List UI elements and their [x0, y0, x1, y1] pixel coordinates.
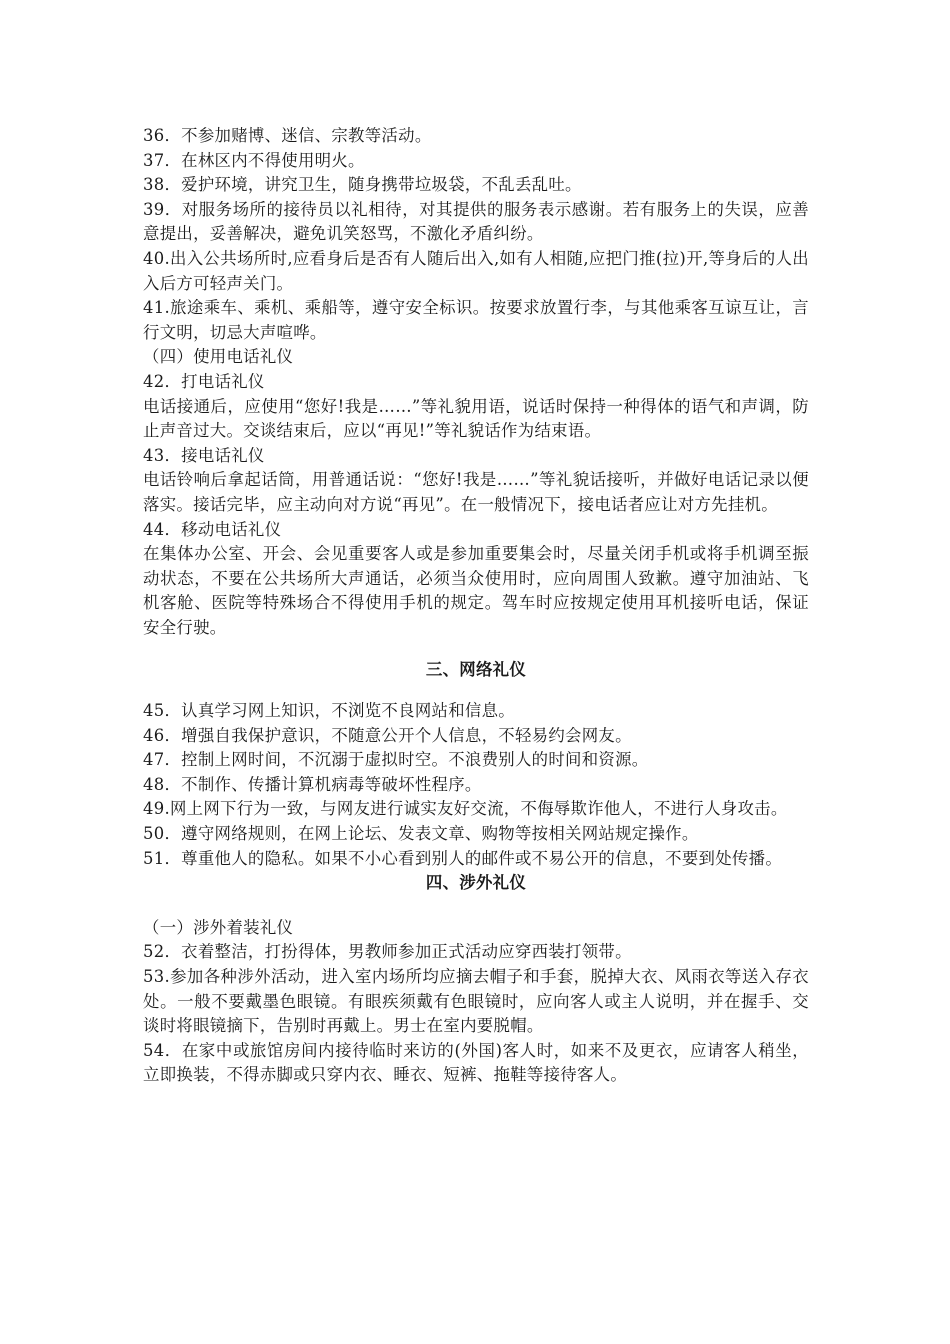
rule-41: 41.旅途乘车、乘机、乘船等，遵守安全标识。按要求放置行李，与其他乘客互谅互让，言行文明，切忌大声喧哗。 — [143, 298, 809, 342]
rule-45: 45．认真学习网上知识，不浏览不良网站和信息。 — [143, 701, 515, 721]
rule-43-title: 43．接电话礼仪 — [143, 445, 265, 465]
subsection-phone-etiquette: （四）使用电话礼仪 — [143, 347, 294, 367]
rule-49: 49.网上网下行为一致，与网友进行诚实友好交流，不侮辱欺诈他人，不进行人身攻击。 — [143, 799, 788, 819]
rule-36: 36．不参加赌博、迷信、宗教等活动。 — [143, 126, 432, 145]
spacer — [143, 683, 809, 699]
rule-53: 53.参加各种涉外活动，进入室内场所均应摘去帽子和手套，脱掉大衣、风雨衣等送入存衣处。一般不要戴墨色眼镜。有眼疾须戴有色眼镜时，应向客人或主人说明，并在握手、交谈时将眼镜摘下，告别时再戴上。男士在室内要脱帽。 — [143, 967, 809, 1036]
rule-52: 52．衣着整洁，打扮得体，男教师参加正式活动应穿西装打领带。 — [143, 942, 632, 962]
subsection-foreign-dress: （一）涉外着装礼仪 — [143, 917, 294, 937]
rule-39: 39．对服务场所的接待员以礼相待，对其提供的服务表示感谢。若有服务上的失误，应善意提出，妥善解决，避免讥笑怒骂，不激化矛盾纠纷。 — [143, 199, 809, 244]
rule-48: 48．不制作、传播计算机病毒等破坏性程序。 — [143, 774, 482, 794]
document-body — [143, 124, 809, 1088]
rule-46: 46．增强自我保护意识，不随意公开个人信息，不轻易约会网友。 — [143, 725, 632, 745]
rule-51: 51．尊重他人的隐私。如果不小心看到别人的邮件或不易公开的信息，不要到处传播。 — [143, 848, 783, 868]
spacer — [143, 640, 809, 658]
spacer — [143, 896, 809, 916]
rule-40: 40.出入公共场所时,应看身后是否有人随后出入,如有人相随,应把门推(拉)开,等身后的人出入后方可轻声关门。 — [143, 248, 809, 293]
section-heading-foreign: 四、涉外礼仪 — [425, 873, 527, 893]
rule-44-title: 44．移动电话礼仪 — [143, 519, 282, 539]
rule-43-text: 电话铃响后拿起话筒，用普通话说：“您好!我是……”等礼貌话接听，并做好电话记录以便落实。接话完毕，应主动向对方说“再见”。在一般情况下，接电话者应让对方先挂机。 — [143, 470, 809, 514]
rule-44-text: 在集体办公室、开会、会见重要客人或是参加重要集会时，尽量关闭手机或将手机调至振动状态，不要在公共场所大声通话，必须当众使用时，应向周围人致歉。遵守加油站、飞机客舱、医院等特殊场合不得使用手机的规定。驾车时应按规定使用耳机接听电话，保证安全行驶。 — [143, 544, 809, 637]
rule-38: 38．爱护环境，讲究卫生，随身携带垃圾袋，不乱丢乱吐。 — [143, 175, 582, 195]
rule-42-title: 42．打电话礼仪 — [143, 371, 265, 391]
rule-42-text: 电话接通后，应使用“您好!我是……”等礼貌用语，说话时保持一种得体的语气和声调，防止声音过大。交谈结束后，应以“再见!”等礼貌话作为结束语。 — [143, 396, 809, 441]
section-heading-network: 三、网络礼仪 — [425, 660, 527, 680]
rule-37: 37．在林区内不得使用明火。 — [143, 150, 365, 170]
rule-50: 50．遵守网络规则，在网上论坛、发表文章、购物等按相关网站规定操作。 — [143, 824, 699, 844]
rule-47: 47．控制上网时间，不沉溺于虚拟时空。不浪费别人的时间和资源。 — [143, 750, 649, 770]
rule-54: 54．在家中或旅馆房间内接待临时来访的(外国)客人时，如来不及更衣，应请客人稍坐，立即换装，不得赤脚或只穿内衣、睡衣、短裤、拖鞋等接待客人。 — [143, 1040, 809, 1085]
